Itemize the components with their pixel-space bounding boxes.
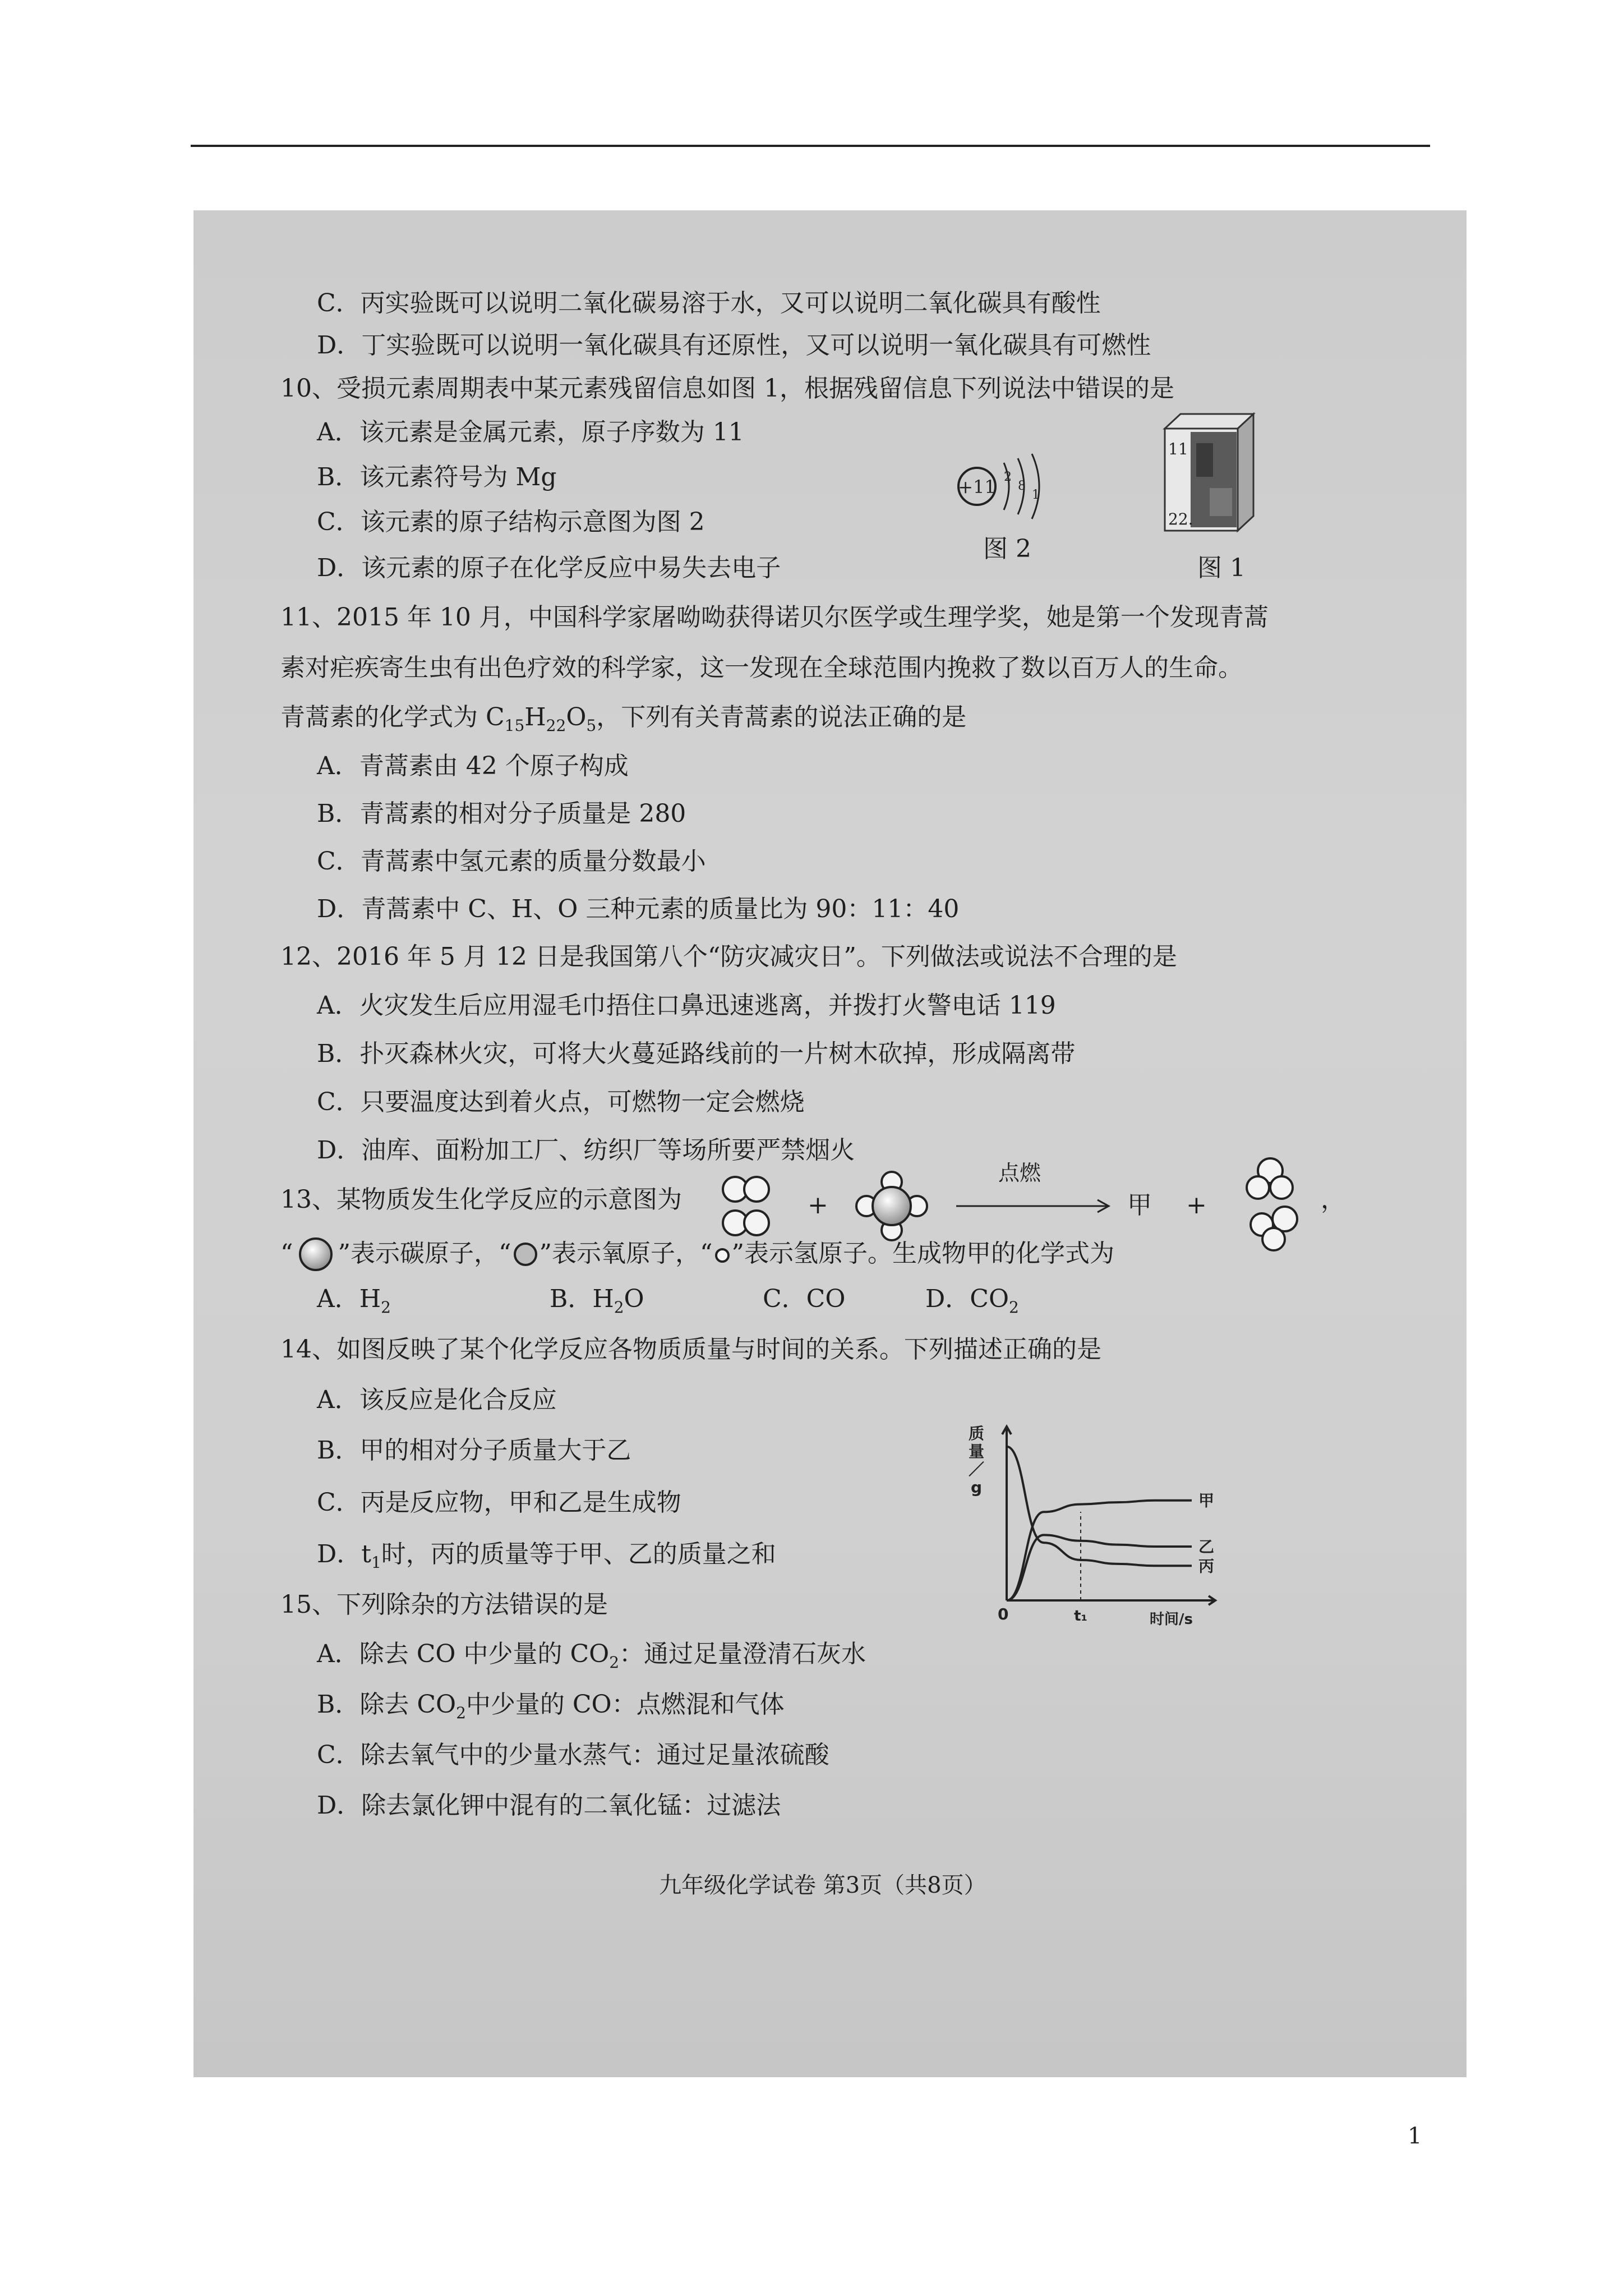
atom-circle [1262, 1228, 1285, 1250]
atom-circle [744, 1177, 769, 1202]
series-lines [1007, 1447, 1214, 1600]
series-label-3: 丙 [1198, 1557, 1215, 1576]
origin-label: 0 [998, 1605, 1009, 1623]
carbon-legend-icon [293, 1237, 338, 1272]
scanned-exam-page [193, 210, 1467, 2077]
q15-option-a-sub: 2 [609, 1653, 620, 1672]
q15-option-b-sub: 2 [456, 1704, 466, 1722]
y-axis-label-char: 量 [969, 1442, 985, 1461]
q13-trailing-comma: ， [1321, 1185, 1345, 1214]
q10-option-a: A．该元素是金属元素，原子序数为 11 [317, 418, 744, 447]
atom-structure-diagram [953, 446, 1066, 530]
y-axis-label-char: ／ [969, 1460, 985, 1479]
q13-option-a-sub: 2 [381, 1298, 391, 1317]
q13-option-d-sub: 2 [1009, 1298, 1019, 1317]
q11-formula-pre: 青蒿素的化学式为 C [280, 703, 505, 731]
plus-sign-1: + [808, 1191, 828, 1220]
q9-option-d: D．丁实验既可以说明一氧化碳具有还原性，又可以说明一氧化碳具有可燃性 [317, 331, 1151, 360]
q14-option-c: C．丙是反应物，甲和乙是生成物 [317, 1488, 681, 1517]
product-molecule-water [1237, 1153, 1310, 1254]
q11-option-c: C．青蒿素中氢元素的质量分数最小 [317, 847, 706, 876]
series-line-3 [1007, 1447, 1192, 1566]
q14-option-d-text: D．t [317, 1540, 371, 1568]
y-axis-label-char: g [971, 1478, 983, 1497]
legend-quote: “ [280, 1239, 293, 1268]
q10-stem: 10、受损元素周期表中某元素残留信息如图 1，根据残留信息下列说法中错误的是 [280, 374, 1174, 403]
y-axis-label-char: 质 [969, 1424, 985, 1443]
q13-stem: 13、某物质发生化学反应的示意图为 [280, 1185, 682, 1214]
q15-option-c: C．除去氧气中的少量水蒸气：通过足量浓硫酸 [317, 1741, 829, 1769]
x-axis-label: 时间/s [1150, 1611, 1193, 1628]
q11-stem-line1: 11、2015 年 10 月，中国科学家屠呦呦获得诺贝尔医学或生理学奖，她是第一个发现青蒿 [280, 603, 1269, 632]
q10-option-d: D．该元素的原子在化学反应中易失去电子 [317, 554, 781, 582]
q14-option-d [317, 1540, 776, 1577]
q12-option-d: D．油库、面粉加工厂、纺织厂等场所要严禁烟火 [317, 1136, 855, 1165]
q10-option-c: C．该元素的原子结构示意图为图 2 [317, 508, 705, 536]
series-line-1 [1007, 1501, 1192, 1600]
q13-option-d-text: D．CO [925, 1285, 1009, 1313]
header-rule [191, 145, 1430, 147]
q15-option-a [317, 1640, 866, 1677]
series-label-1: 甲 [1198, 1491, 1215, 1510]
q15-option-b-post: 中少量的 CO：点燃混和气体 [465, 1690, 785, 1719]
series-line-2 [1007, 1535, 1192, 1600]
q13-option-c: C．CO [763, 1285, 846, 1313]
atomic-mass-label: 22. [1168, 510, 1193, 528]
q13-option-a [317, 1285, 391, 1322]
series-label-2: 乙 [1198, 1538, 1215, 1556]
q11-stem-line2: 素对疟疾寄生虫有出色疗效的科学家，这一发现在全球范围内挽救了数以百万人的生命。 [280, 654, 1243, 682]
q11-sub-c: 15 [504, 716, 525, 735]
q15-option-d: D．除去氯化钾中混有的二氧化锰：过滤法 [317, 1791, 781, 1820]
damaged-texture [1196, 443, 1213, 477]
q14-option-a: A．该反应是化合反应 [317, 1386, 557, 1414]
hydrogen-legend-icon [713, 1246, 732, 1265]
q13-legend-line [280, 1237, 1114, 1272]
electron-shell-3 [1032, 454, 1039, 519]
atom-circle [1247, 1176, 1269, 1199]
q14-stem: 14、如图反映了某个化学反应各物质质量与时间的关系。下列描述正确的是 [280, 1335, 1101, 1364]
q12-option-a: A．火灾发生后应用湿毛巾捂住口鼻迅速逃离，并拨打火警电话 119 [317, 991, 1056, 1020]
q11-formula-o: O [566, 703, 587, 731]
q15-option-b [317, 1690, 785, 1728]
q15-stem: 15、下列除杂的方法错误的是 [280, 1590, 608, 1619]
q11-stem-line3 [280, 703, 966, 740]
figure-2-caption: 图 2 [983, 535, 1031, 563]
page-number: 1 [1408, 2123, 1422, 2149]
mass-time-chart [967, 1416, 1225, 1630]
q9-option-c: C．丙实验既可以说明二氧化碳易溶于水，又可以说明二氧化碳具有酸性 [317, 289, 1101, 318]
legend-hydrogen-text: ”表示氢原子。生成物甲的化学式为 [731, 1239, 1114, 1268]
q11-stem-post: ，下列有关青蒿素的说法正确的是 [596, 703, 967, 731]
atomic-number-label: 11 [1168, 440, 1188, 458]
oxygen-legend-icon [511, 1240, 540, 1268]
product-label: 甲 [1127, 1191, 1152, 1220]
q13-option-a-text: A．H [317, 1285, 381, 1313]
damaged-texture-2 [1210, 488, 1232, 516]
q13-option-d [925, 1285, 1019, 1322]
q15-option-b-text: B．除去 CO [317, 1690, 457, 1719]
q14-option-b: B．甲的相对分子质量大于乙 [317, 1436, 631, 1465]
electron-count-1: 2 [1004, 470, 1012, 484]
q11-sub-h: 22 [546, 716, 566, 735]
q12-option-c: C．只要温度达到着火点，可燃物一定会燃烧 [317, 1088, 805, 1116]
q11-option-d: D．青蒿素中 C、H、O 三种元素的质量比为 90：11：40 [317, 895, 960, 923]
reaction-arrow [956, 1198, 1119, 1214]
figure-1-caption: 图 1 [1197, 554, 1246, 582]
cell-side-face [1238, 414, 1253, 531]
legend-oxygen-text: ”表示氧原子，“ [539, 1239, 713, 1268]
q12-option-b: B．扑灭森林火灾，可将大火蔓延路线前的一片树木砍掉，形成隔离带 [317, 1039, 1076, 1068]
q11-sub-o: 5 [586, 716, 597, 735]
atom-circle [744, 1211, 769, 1235]
periodic-table-cell [1158, 409, 1265, 539]
reactant-molecule-2 [850, 1164, 934, 1248]
legend-carbon-text: ”表示碳原子，“ [338, 1239, 511, 1268]
electron-count-3: 1 [1032, 488, 1040, 502]
q15-option-a-text: A．除去 CO 中少量的 CO [317, 1640, 610, 1668]
carbon-atom [873, 1187, 911, 1225]
q13-option-b-text: B．H [550, 1285, 614, 1313]
plus-sign-2: + [1186, 1191, 1207, 1220]
t1-tick-label: t₁ [1074, 1608, 1087, 1625]
reaction-condition: 点燃 [998, 1161, 1041, 1185]
q11-formula-h: H [524, 703, 546, 731]
q13-option-b-post: O [624, 1285, 644, 1313]
electron-count-2: 8 [1018, 479, 1026, 493]
q12-stem: 12、2016 年 5 月 12 日是我国第八个“防灾减灾日”。下列做法或说法不合理的是 [280, 942, 1177, 971]
q13-option-b [550, 1285, 644, 1322]
q14-option-d-sub: 1 [371, 1553, 381, 1572]
q11-option-a: A．青蒿素由 42 个原子构成 [317, 752, 629, 780]
atom-circle [1270, 1176, 1293, 1199]
q11-option-b: B．青蒿素的相对分子质量是 280 [317, 799, 686, 828]
q10-option-b: B．该元素符号为 Mg [317, 463, 557, 491]
exam-footer: 九年级化学试卷 第3页（共8页） [659, 1872, 986, 1898]
nucleus-charge: +11 [958, 476, 996, 498]
reactant-molecule-1 [715, 1172, 777, 1240]
q14-option-d-post: 时，丙的质量等于甲、乙的质量之和 [381, 1540, 776, 1568]
q13-option-b-sub: 2 [614, 1298, 624, 1317]
q15-option-a-post: ：通过足量澄清石灰水 [619, 1640, 866, 1668]
